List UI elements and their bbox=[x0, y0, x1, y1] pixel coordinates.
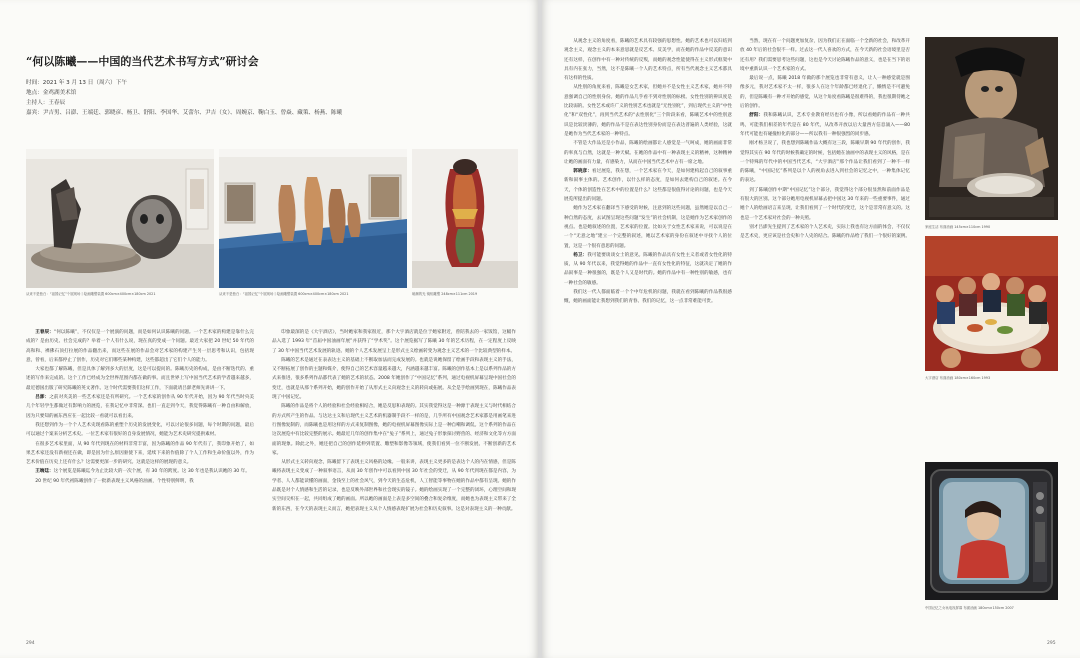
paragraph: 舒阳：我和陈曦认识，艺术专业教育经历也有小像，所以看她的作品有一种共鸣，可能我们相差的年代是在 80 年代，从改革开放以后大量西方信息涌入——80 年代可能也有碰撞恒化的部分——所以我有一种很强烈的同步感。 bbox=[740, 113, 910, 137]
exhibition-photo-2 bbox=[219, 149, 407, 288]
paragraph: 王端廷：这个展览是陈曦迄今为止比较大的一次个展，有 30 年的跨度。这 30 年也是我认识她的 30 年。 bbox=[35, 469, 250, 475]
paragraph: 最后说一点，陈曦 2018 年做的那个展览也非常有意义，让人一种感觉就是图像多元，我对艺术家不太一样，很多人在这个年龄都已经退化了，懒惰是不可避免的，但是陈曦有一种才开始的感觉，从这个角度看陈曦是很难得的，我也很期待她之后的创作。 bbox=[740, 76, 910, 110]
paragraph: 大家也都了解陈曦，但是具体了解到多大的层度，这是可以提问的。陈曦历史的构成，是由不断迭代的、重述的写作来完成的。这个工作已经成为全世界范围内都在做的事。而且世界上写中国当代艺术的学者越来越多，最近德国出版了研究陈曦的英文著作。这个时代需要我们这样工作，下面就请吕澎老师先讲讲一下。 bbox=[26, 367, 254, 391]
paragraph: 在很多艺术家里面，从 90 年代到现在的材料非常丰富，因为陈曦的作品 90 年代有了，我印象开始了，如果艺术家还没有新视还在做，即是因为什么原因驱使下来，延续下来的作值除了个人工作和生命价值以外，作为艺术价值在历史上还有什么？这需要更深一步的研究。这就是这样的展现的意义。 bbox=[26, 441, 254, 466]
artwork-family-life bbox=[925, 37, 1058, 220]
photo-1-caption: 从来不是独白：“祖国记忆”个展现场丨绘画雕塑装置 600cm×400cm×180cm 2021 bbox=[26, 292, 156, 296]
paragraph: 从观念主义的角度看，陈曦的艺术具有较强的思想性。她的艺术也可以归结到观念主义，观念主义的本来意思就是反艺术、反美学，而在她的作品中反美的意识还有这样，在创作中有一种对传统的反叛，而她的观念性能使得在主义形式框架中具有内在张力，当然，这不是陈曦一个人的艺术特点，所有当代观念主义艺术都具有这样的性质。 bbox=[564, 39, 732, 82]
paragraph: 刚才杨卫说了，我也想到陈曦作品大概有这三段，陈曦早期 90 年代的创作，我觉得其实在 90 年代的时候我确定的时候，包括她在油画中的表现主义的风格，是在一个特殊的年代中的中国当代艺术，“大宇酒店”那个作品让我们看到了一种不一样的陈曦，“中国记忆”系列是以个人的视角去进入到社会的记忆之中，一种集体记忆的表达。 bbox=[740, 141, 910, 184]
paragraph: 20 世纪 90 年代初陈曦创作了一批新表现主义风格的油画，个性特别鲜明，我 bbox=[35, 478, 194, 484]
artwork-1-caption: 家庭生活 布面油画 145cm×110cm 1990 bbox=[925, 225, 991, 229]
paragraph: 从性别的角度来看，陈曦是女艺术家，但她并不是女性主义艺术家，她并不特意强调自己的性别身份。她的作品几乎看不到对性别的标榜。女性性别的辨识度是比较弱的。女性艺术或许广义的性别艺术也就是“无性别化”，到后现代主义的“中性化”和“双性化”，再到当代艺术的“去性别化”三个阶段来看，陈曦艺术中的性别意识是比较淡薄的，她的作品不是在表达性别身份而是在表达普遍的人类经验，这就是她作为当代艺术家的一种特点。 bbox=[564, 85, 732, 137]
left-page bbox=[0, 0, 538, 658]
paragraph: 不管是大作品还是小作品，陈曦的绘画都让人感觉是一气呵成，她的画面非常的率真与自然，这就是一种天赋。在她的作品中有一种表现主义的精神，这种精神让她的画面有力量，有感染力，从而在中国当代艺术中占有一席之地。 bbox=[564, 141, 732, 165]
paragraph: 别才吕澎先生提到了艺术家的个人艺术史，实际上我也有这方面的体会，不仅仅是艺术史，更应该是社会史和个人史的结合。陈曦的作品给了我们一个很好的案例。 bbox=[740, 224, 910, 240]
page-number-right: 295 bbox=[1047, 641, 1056, 646]
page-number-left: 294 bbox=[26, 641, 35, 646]
photo-3-caption: 暗潮的光 镜铝雕塑 248cm×111cm 2019 bbox=[412, 292, 478, 296]
paragraph: 我还想到作为一个个人艺术史现看陈的重塑个历史的发展变化，可以讨论很多问题，每个时期的问题，最后可以通过个案来分析艺术史。一位艺术家有很好的自身发展情况，她能为艺术史研究提供素材。 bbox=[26, 422, 254, 438]
event-place: 地点：金鸡湖美术馆 bbox=[26, 90, 77, 96]
paragraph: 陈曦的艺术是通过在表表达主义的基础上不断取加法而完成发展的。也就是说她保留了绘画手段和表现主义的手法，又不断拓展了创作的主题和媒介，使得自己的艺术容量越来越大，内涵越来越丰富。陈曦的创作基本上是以系列作品的方式来推进，很多系列作品都代表了她的艺术的状态。2008 年她创作了“中国记忆”系列，通过电视机屏幕呈现中国社会的变迁，也就是从那个系列开始，她的创作开始了从形式主义向观念主义的转向或拓展。从全是手绘画到现在，陈曦作品表现了中国记忆。 bbox=[272, 357, 516, 401]
paragraph: 印象最深的是《大宇酒店》，当时她家和我家很近，那个大宇酒店就是位于她家附近，曾陪我去的一家饭馆，这幅作品入选了 1993 年“首届中国油画年展”并获得了“学术奖”。这个展览据写了陈曦 30 年的艺术历程，在一定程度上反映了 30 年中国当代艺术发展的轨迹。她的个人艺术发展呈上是形式主义绘画转变为观念主义艺术的一个比较典型的样本。 bbox=[272, 330, 516, 354]
paragraph: 杨卫：我可能要谈谈女士的意见。陈曦的作品具有女性主义者或者女性化的特质，从 90 年代以来，我觉得她的作品中一直有女性化的特征，这就决定了她的作品叙事是一种很强的，既是个人又是时代的。她的作品中有一种性别的敏感，也有一种社会的敏感。 bbox=[564, 252, 732, 286]
artwork-2-caption: 大宇酒店 布面油画 180cm×160cm 1993 bbox=[925, 376, 991, 380]
event-host: 主持人：王春辰 bbox=[26, 100, 66, 106]
event-time: 时间：2021 年 3 月 13 日（周六）下午 bbox=[26, 80, 127, 86]
artwork-daewoo-hotel bbox=[925, 236, 1058, 371]
photo-2-caption: 从来不是独白：“祖国记忆”个展现场丨绘画雕塑装置 600cm×400cm×180cm 2021 bbox=[219, 292, 349, 296]
text-column-2 bbox=[272, 328, 516, 636]
paragraph: 郭晓彦：看过展览，我在想，一个艺术家在今天，是如何建构起自己的叙事重新和叙事主体的。艺术创作，以什么样的态度，是如何去建构自己的叙述。在今天，个体的创造性在艺术中的位置是什么？这些都是很值得讨论的问题，也是今天展览所提出的问题。 bbox=[564, 169, 732, 203]
paragraph: 到了陈曦创作中期“中国记忆”这个部分，我觉得这个部分很显然和前面作品是有很大的区别。这个部分她用电视机屏幕去把中国这 30 年来的一些重要事件，通过她个人的绘画语言来呈现，让我们看到了一个时代的变迁，这个是非常有意义的。这也是一个艺术家对社会的一种关照。 bbox=[740, 187, 910, 221]
text-column-1 bbox=[26, 328, 254, 636]
exhibition-photo-3 bbox=[412, 149, 518, 288]
paragraph: 陈曦的作品是将个人的经验和社会经验相结合，她是反思和表现的。其实我觉得这是一种源于表现主义与时代相结合的方式所产生的作品。与达达主义和后现代主义艺术的机器制手段不一样的是，几乎所有中国观念艺术家都是用画笔来进行图像复制的，而陈曦也是用这样的方式来复制图像，她的电视机屏幕图像实际上是一种自嘲和调侃。这个系列的作品在这次展览中有比较完整的展示。她最近几年的创作集中在“兔子”系列上，通过兔子形象探讨野兽的、经济和文化等方方面面的现象。除此之外，她还把自己的创作延伸到装置、雕塑和影像等领域，使我们看到一位不断发展、不断创新的艺术家。 bbox=[272, 404, 516, 456]
paragraph: 王春辰：“何以陈曦”，不仅仅是一个展演的问题，而是如何认识陈曦的问题。一个艺术家的构建是靠什么完成的？是由历史、社会完成的？举着一个人有什么说，现在真的变成一个问题。最近大家把 20 世纪 50 年代的高和和、裸佛石顶打拉展的作品翻出来，而这些在展的作品会对艺术家的构建产生另一层思考和认识，包括现意，曾看，后来都停止了创作，历史对它们哪些某种构建，这些都超出了它们个人的能力。 bbox=[26, 330, 254, 363]
event-guests: 嘉宾：尹吉男、吕澎、王端廷、郭晓彦、杨卫、舒阳、李国华、艾蕾尔、尹吉（女）、周婉京、鞠白玉、曾焱、藏策、杨燕、陈曦 bbox=[26, 110, 343, 116]
paragraph: 我们这一代人都面临着一个个中年危机的问题，我就在看到陈曦的作品我很感慨，她的画面能让我想到我们的青春、我们的记忆，这一点非常难能可贵。 bbox=[564, 290, 732, 305]
paragraph: 当然，现在有一个问题更加复杂，因为我们正在面临一个全新的社会，和改革开放 40 年后的社会很不一样。过去这一代人喜欢的方式，在今天新的社会语境里是否还有用？我们需要思考这些问题，这也是今天讨论陈曦作品的意义，也是在当下的语境中重新认识一个艺术家的方式。 bbox=[740, 39, 910, 72]
right-page bbox=[542, 0, 1080, 658]
text-column-3 bbox=[564, 37, 732, 634]
paragraph: 吕澎：之前对夹美的一些艺术家还是有所研究。一个艺术家的创作从 90 年代开始，因为 90 年代当时央美几个年轻学生都做过有影响力的展览，在我记忆中非常深。也们一直走到今天，我觉得陈曦有一种自由和解放，因为只要知的画东西应在一起比较一看就可以看出来。 bbox=[26, 395, 254, 419]
article-title: “何以陈曦——中国的当代艺术书写方式”研讨会 bbox=[26, 55, 259, 68]
text-column-4 bbox=[740, 37, 910, 634]
artwork-tv-girl bbox=[925, 462, 1058, 600]
exhibition-photo-1 bbox=[26, 149, 214, 288]
artwork-3-caption: 中国记忆之女孩电视屏幕 布面油画 180cm×150cm 2007 bbox=[925, 606, 1014, 610]
paragraph: 她作为艺术家在翻译当下感受的时候，注意到的这些问题，虽然她是以自己一种自然的态度，去试图呈现这些问题“发生”的社会机制，这是她作为艺术家创作的视点。也是她叙述的位置，艺术家的位置。比如关于女性艺术家来说，可以说是在一个“无意之地”建立一个完整的叙述，她以艺术家的身份在叙述中寻找个人的位置，这是一个很有意思的问题。 bbox=[564, 206, 732, 249]
paragraph: 从形式主义转向观念，陈曦留下了表现主义风格的边缘。一般来讲，表现主义更多的是表达个人的内在情感，但是陈曦将表现主义变成了一种叙事语言，从而 30 年创作中可以看到中国 30 年社会的变迁，从 90 年代到现在都是内容，为学者、人人都能读懂的画面，金钱至上的社会风气，到今天的生态危机，人工智能等事物在她的作品中都有呈现。她的作品既是对个人情感和生活的记录，也是反映外部世界和社会现实的镜子。她的绘画实现了一个完整的闭环，心理空间和现实空间交织在一起，共同组成了她的画面。所以她的画面是上表是多空间的叠合和复杂维度，而她也为表现主义带来了全新的东西，在今天的表现主义而言，她把表现主义从个人情感表现扩展为社会和历史叙事。这是对表现主义的一种贡献。 bbox=[272, 460, 516, 512]
